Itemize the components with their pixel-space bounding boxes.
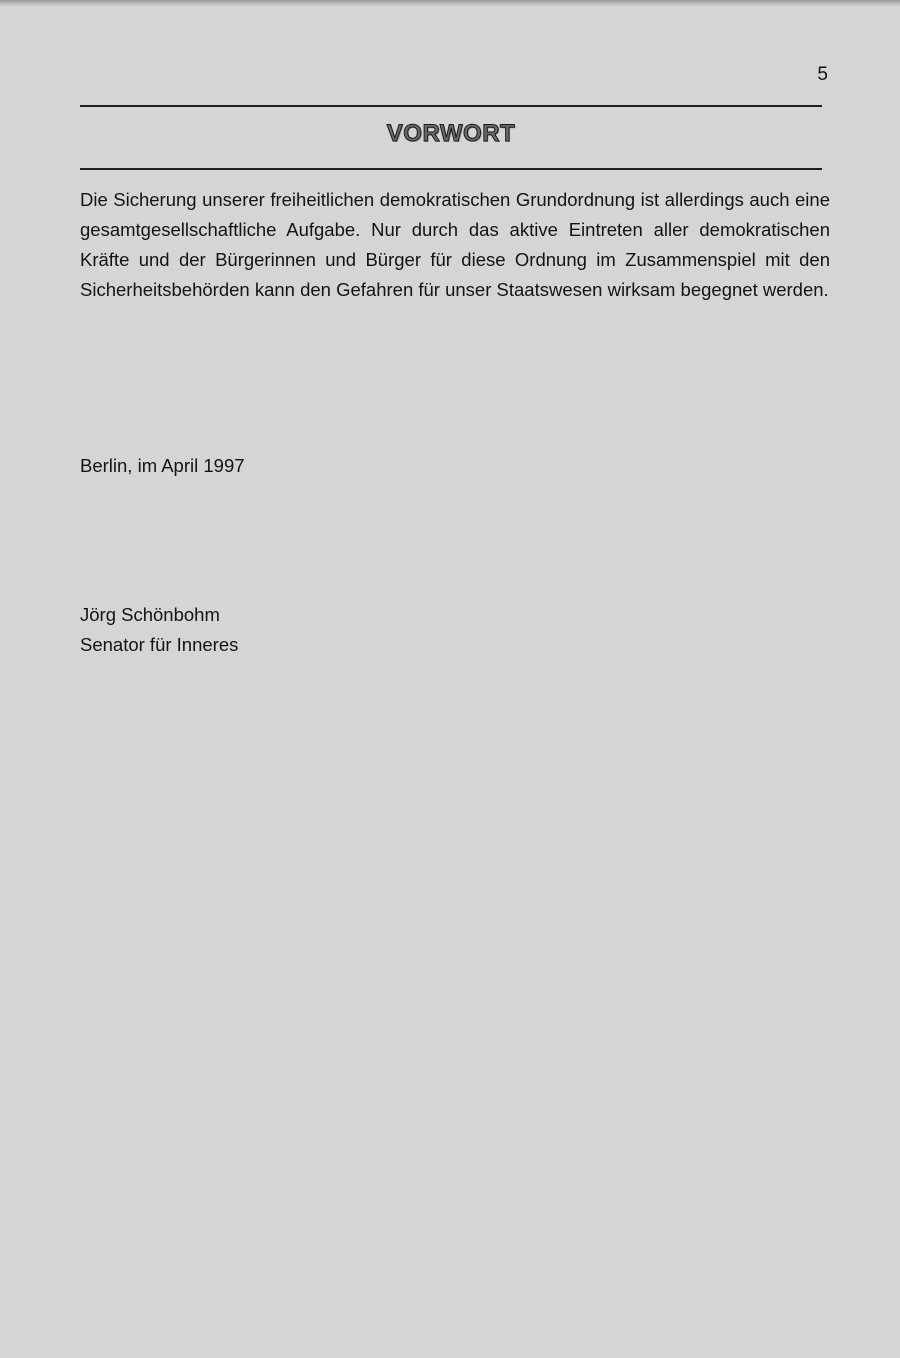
page-number: 5	[817, 64, 828, 85]
signatory-name: Jörg Schönbohm	[80, 604, 220, 625]
body-paragraph: Die Sicherung unserer freiheitlichen demokratischen Grundordnung ist allerdings auch eine gesamtgesellschaftliche Aufgabe. Nur durch das aktive Eintreten aller demokratischen Kräfte und der Bürgerinnen und Bürger für diese Ordnung im Zusammenspiel mit den Sicherheitsbehörden kann den Gefahren für unser Staatswesen wirksam begegnet werden.	[80, 189, 830, 300]
page-heading: VORWORT	[386, 120, 516, 147]
signature-block	[80, 600, 238, 660]
scan-top-edge	[0, 0, 900, 6]
heading-top-rule	[80, 105, 822, 107]
signatory-title: Senator für Inneres	[80, 634, 239, 655]
place-date: Berlin, im April 1997	[80, 455, 245, 476]
heading-bottom-rule	[80, 168, 822, 170]
